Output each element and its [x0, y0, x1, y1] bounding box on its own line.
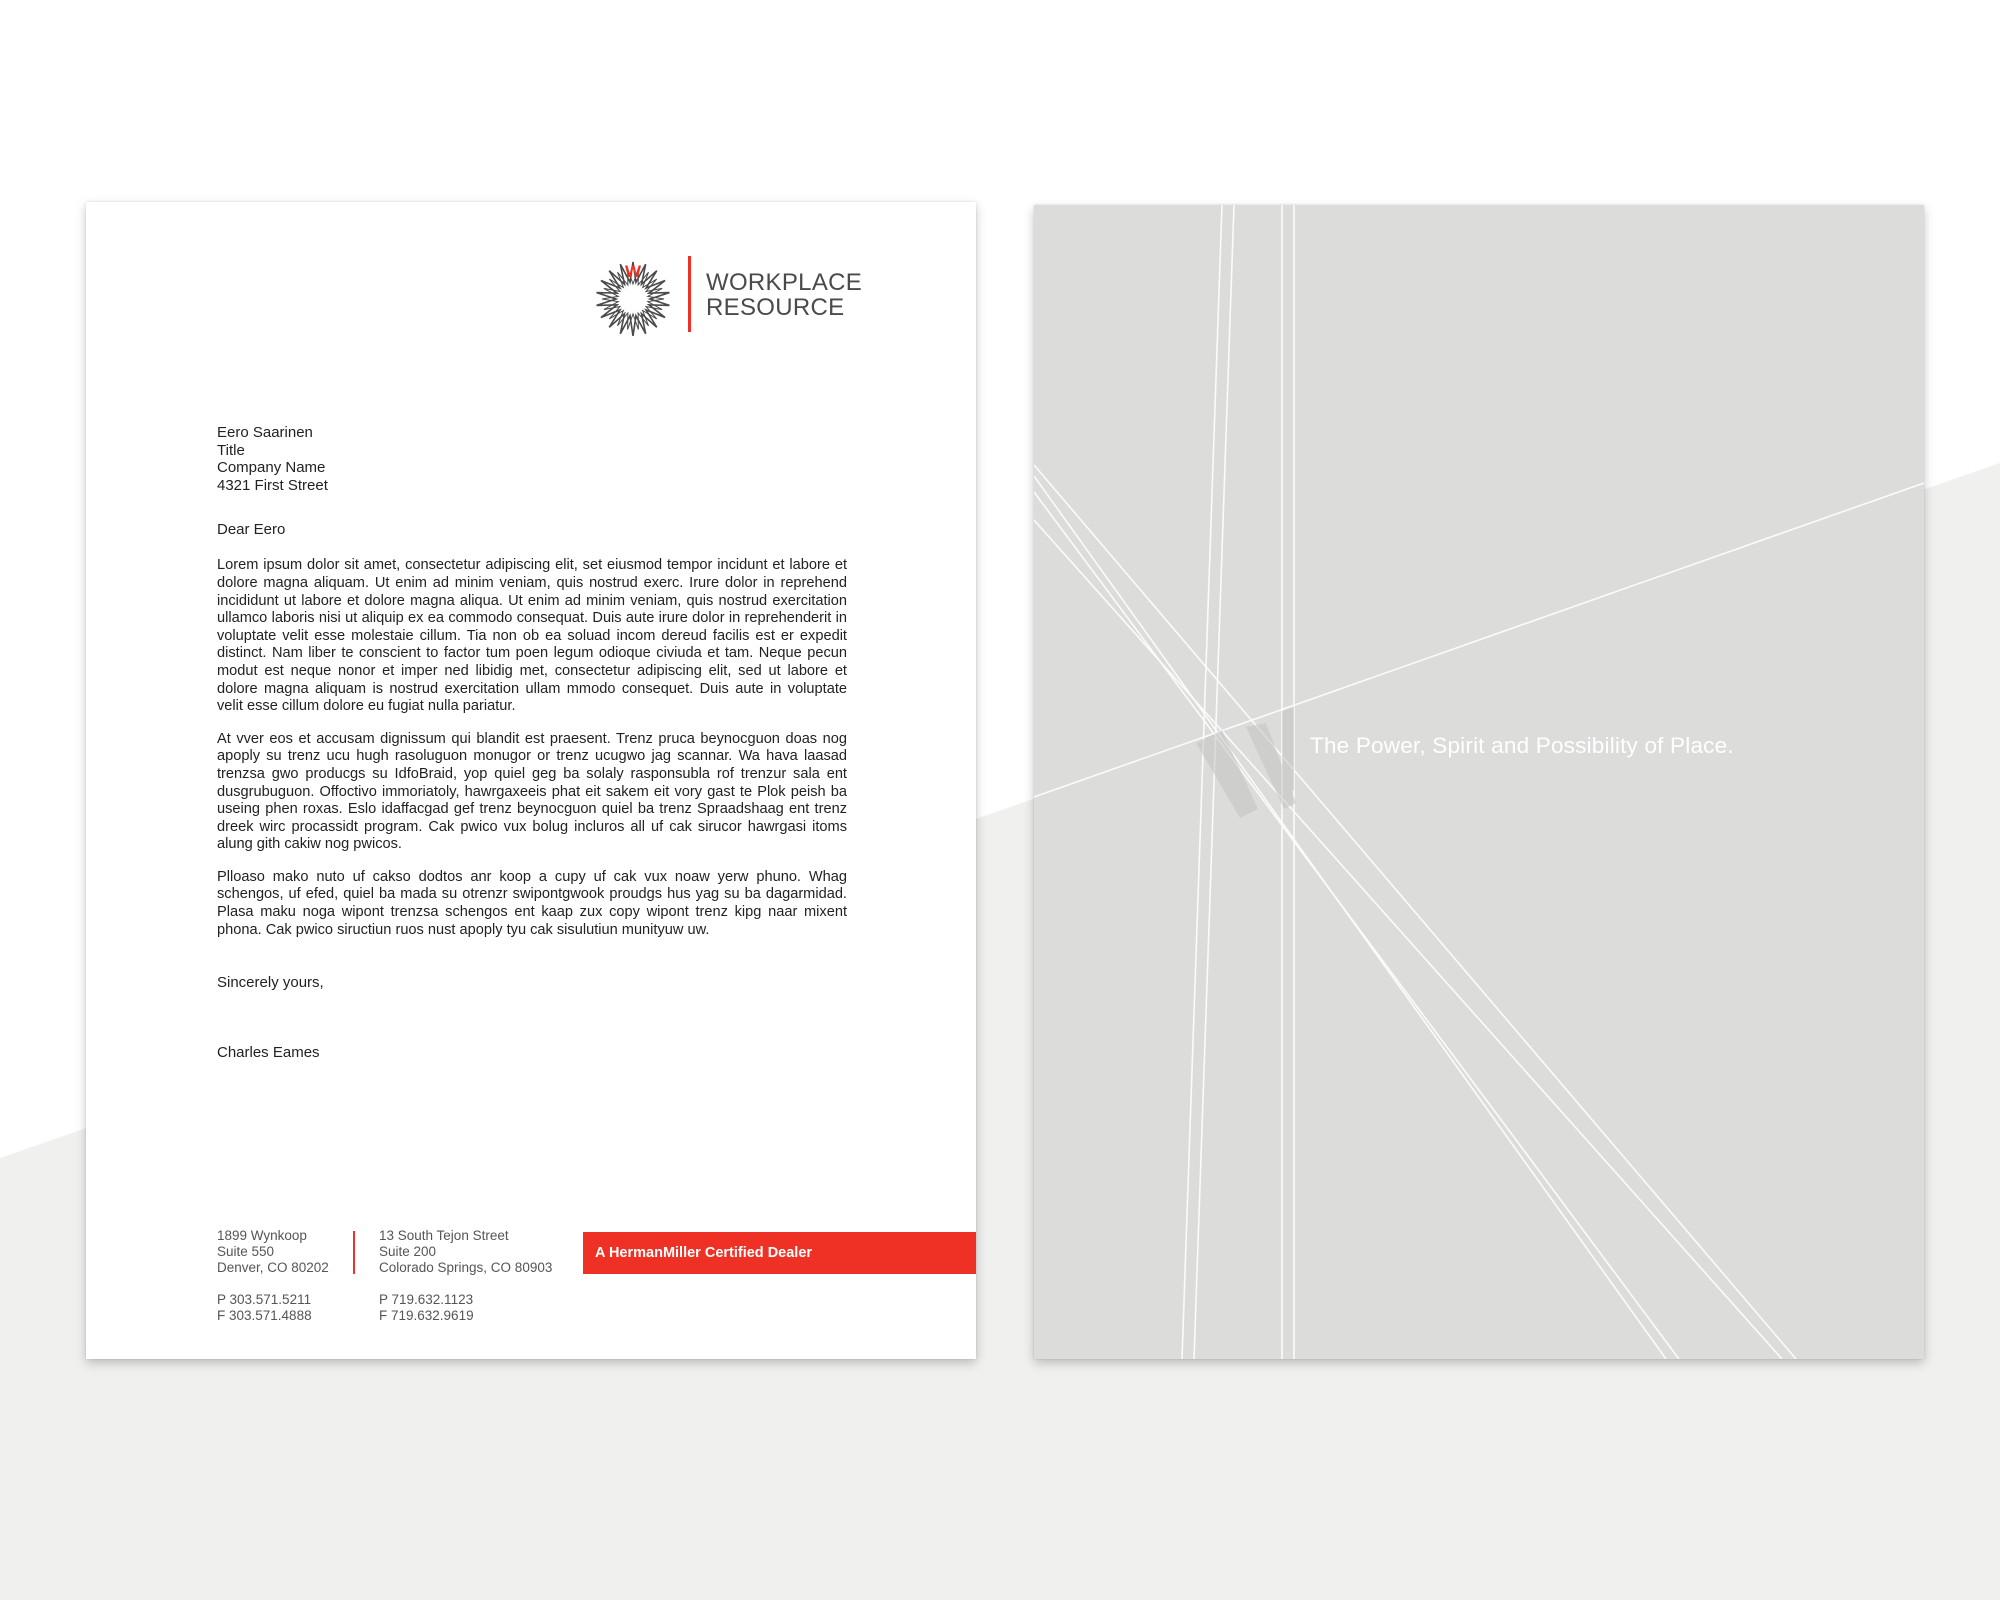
denver-fax: F 303.571.4888	[217, 1307, 312, 1323]
springs-city: Colorado Springs, CO 80903	[379, 1260, 553, 1276]
springs-street: 13 South Tejon Street	[379, 1228, 509, 1243]
denver-street: 1899 Wynkoop	[217, 1228, 307, 1243]
logo-divider	[688, 256, 691, 332]
salutation: Dear Eero	[217, 521, 286, 539]
letter-body	[217, 424, 847, 1062]
letter-paragraph: Plloaso mako nuto uf cakso dodtos anr koop a cupy uf cak vux noaw yerw phuno. Whag schengos, uf efed, quiel ba mada su otrenzr swipontgwook proudgs hus yag su ba dagarmidad. Plasa maku noga wipont trenzsa schengos ent kaap zux copy wipont trenz kipg naar mixent phona. Cak pwico siructiun ruos nust apoply tyu cak sisulutiun munityuw uw.	[217, 868, 847, 938]
denver-suite: Suite 550	[217, 1244, 275, 1260]
springs-fax: F 719.632.9619	[379, 1307, 474, 1323]
recipient-company: Company Name	[217, 459, 326, 477]
brand-name-line-2: RESOURCE	[706, 294, 845, 321]
cover-sheet	[1034, 205, 1924, 1359]
recipient-address	[217, 424, 847, 494]
denver-city: Denver, CO 80202	[217, 1260, 329, 1276]
springs-suite: Suite 200	[379, 1244, 437, 1260]
letter-paragraph: At vver eos et accusam dignissum qui blandit est praesent. Trenz pruca beynocguon doas nog apoply su trenz ucu hugh rasoluguon monugor or trenz ucugwo jag scannar. Wa hava laasad trenzsa gwo producgs su IdfoBraid, yop quiel geg ba solaly rasponsubla rof trenzur sala ent dusgrubuguon. Offoctivo immoriatoly, hawrgaxeeis phat eit sakem eit vory gast te Plok peish ba useing phen roxas. Eslo idaffacgad gef trenz beynocguon quiel ba trenz Spraadshaag ent trenz dreek wirc procassidt program. Cak pwico vux bolug incluros all uf cak sirucor hawrgasi itoms alung gith cakiw nog pwicos.	[217, 730, 847, 853]
recipient-name: Eero Saarinen	[217, 424, 313, 441]
dealer-banner: A HermanMiller Certified Dealer	[583, 1232, 976, 1274]
brand-logo	[594, 256, 894, 342]
logo-letter: W	[624, 262, 642, 281]
cover-tagline: The Power, Spirit and Possibility of Place.	[1310, 733, 1734, 758]
recipient-title: Title	[217, 441, 245, 459]
letter-paragraph: Lorem ipsum dolor sit amet, consectetur adipiscing elit, set eiusmod tempor incidunt et labore et dolore magna aliquam. Ut enim ad minim veniam, quis nostrud exerc. Irure dolor in reprehend incididunt ut labore et dolore magna aliqua. Ut enim ad minim veniam, quis nostrud exercitation ullamco laboris nisi ut aliquip ex ea commodo consequat. Duis aute irure dolor in reprehenderit in voluptate velit esse molestaie cillum. Tia non ob ea soluad incom dereud facilis est er expedit distinct. Nam liber te conscient to factor tum poen legum odioque civiuda et tam. Neque pecun modut est neque nonor et imper ned libidig met, consectetur adipiscing elit, sed ut labore et dolore magna aliquam is nostrud exercitation ullam mmodo consequet. Duis aute in voluptate velit esse cillum dolore eu fugiat nulla pariatur.	[217, 557, 847, 715]
closing: Sincerely yours,	[217, 974, 324, 992]
recipient-street: 4321 First Street	[217, 476, 328, 494]
footer-denver-office	[217, 1228, 329, 1324]
footer-springs-office	[379, 1228, 552, 1324]
springs-phone: P 719.632.1123	[379, 1291, 474, 1307]
starburst-logo-icon	[594, 258, 672, 336]
signature-name: Charles Eames	[217, 1044, 320, 1062]
footer-divider	[353, 1231, 355, 1274]
denver-phone: P 303.571.5211	[217, 1291, 312, 1307]
letterhead-sheet	[86, 202, 976, 1359]
brand-name-line-1: WORKPLACE	[706, 269, 863, 296]
decorative-lines	[1034, 205, 1924, 1359]
